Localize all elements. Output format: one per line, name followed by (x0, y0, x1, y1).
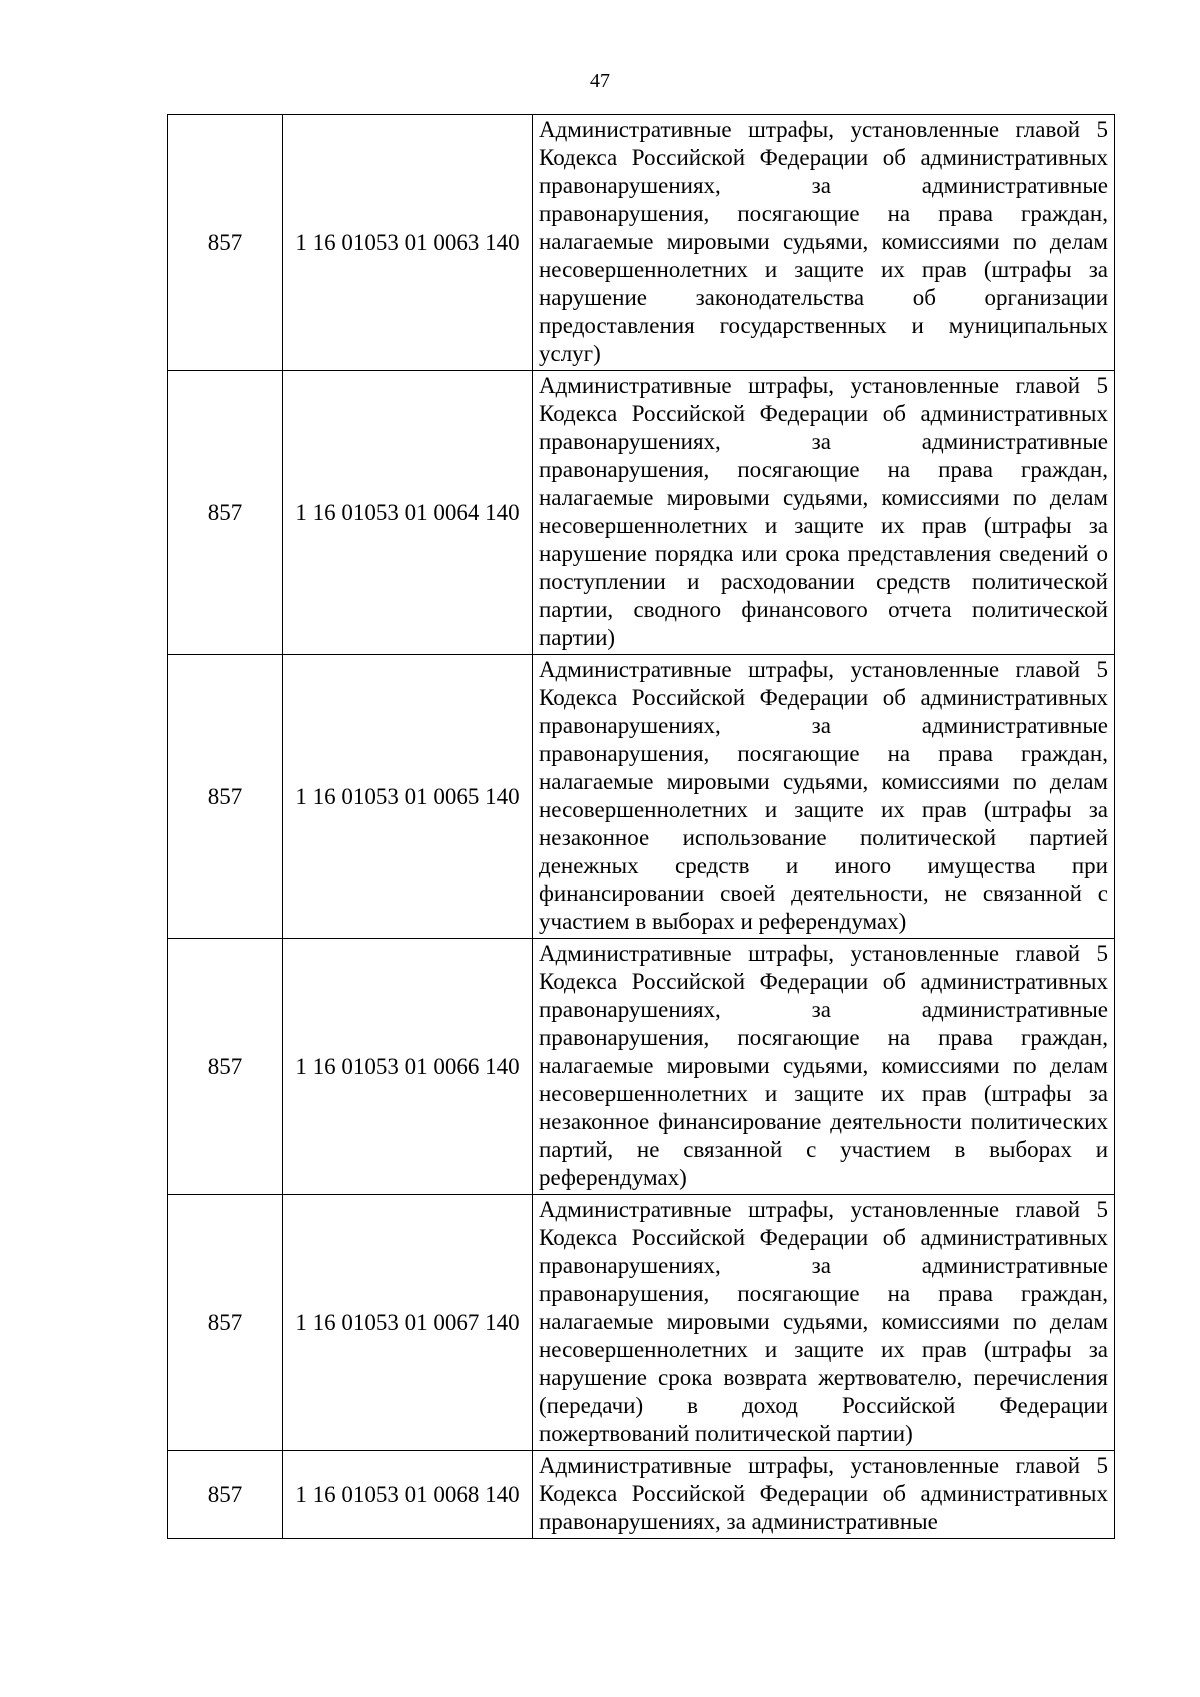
admin-code-cell: 857 (168, 371, 283, 655)
admin-code-cell: 857 (168, 939, 283, 1195)
admin-code-cell: 857 (168, 1195, 283, 1451)
revenue-name-cell: Административные штрафы, установленные главой 5 Кодекса Российской Федерации об административных правонарушениях, за административные правонарушения, посягающие на права граждан, налагаемые мировыми судьями, комиссиями по делам несовершеннолетних и защите их прав (штрафы за нарушение срока возврата жертвователю, перечисления (передачи) в доход Российской Федерации пожертвований политической партии) (533, 1195, 1115, 1451)
table-row (168, 655, 1115, 939)
budget-code-cell: 1 16 01053 01 0063 140 (283, 115, 533, 371)
budget-code-cell: 1 16 01053 01 0065 140 (283, 655, 533, 939)
admin-code-cell: 857 (168, 655, 283, 939)
budget-code-cell: 1 16 01053 01 0068 140 (283, 1451, 533, 1539)
table-row (168, 1451, 1115, 1539)
page-number: 47 (590, 70, 610, 92)
revenue-name-cell: Административные штрафы, установленные главой 5 Кодекса Российской Федерации об административных правонарушениях, за административные правонарушения, посягающие на права граждан, налагаемые мировыми судьями, комиссиями по делам несовершеннолетних и защите их прав (штрафы за незаконное финансирование деятельности политических партий, не связанной с участием в выборах и референдумах) (533, 939, 1115, 1195)
budget-code-cell: 1 16 01053 01 0066 140 (283, 939, 533, 1195)
budget-code-cell: 1 16 01053 01 0064 140 (283, 371, 533, 655)
revenue-name-cell: Административные штрафы, установленные главой 5 Кодекса Российской Федерации об административных правонарушениях, за административные правонарушения, посягающие на права граждан, налагаемые мировыми судьями, комиссиями по делам несовершеннолетних и защите их прав (штрафы за нарушение порядка или срока представления сведений о поступлении и расходовании средств политической партии, сводного финансового отчета политической партии) (533, 371, 1115, 655)
table-row (168, 939, 1115, 1195)
budget-classification-table (167, 114, 1115, 1539)
revenue-name-cell: Административные штрафы, установленные главой 5 Кодекса Российской Федерации об административных правонарушениях, за административные правонарушения, посягающие на права граждан, налагаемые мировыми судьями, комиссиями по делам несовершеннолетних и защите их прав (штрафы за нарушение законодательства об организации предоставления государственных и муниципальных услуг) (533, 115, 1115, 371)
revenue-name-cell: Административные штрафы, установленные главой 5 Кодекса Российской Федерации об административных правонарушениях, за административные правонарушения, посягающие на права граждан, налагаемые мировыми судьями, комиссиями по делам несовершеннолетних и защите их прав (штрафы за незаконное использование политической партией денежных средств и иного имущества при финансировании своей деятельности, не связанной с участием в выборах и референдумах) (533, 655, 1115, 939)
table-row (168, 1195, 1115, 1451)
budget-code-cell: 1 16 01053 01 0067 140 (283, 1195, 533, 1451)
table-row (168, 371, 1115, 655)
admin-code-cell: 857 (168, 115, 283, 371)
admin-code-cell: 857 (168, 1451, 283, 1539)
table-row (168, 115, 1115, 371)
revenue-name-cell: Административные штрафы, установленные главой 5 Кодекса Российской Федерации об административных правонарушениях, за административные (533, 1451, 1115, 1539)
